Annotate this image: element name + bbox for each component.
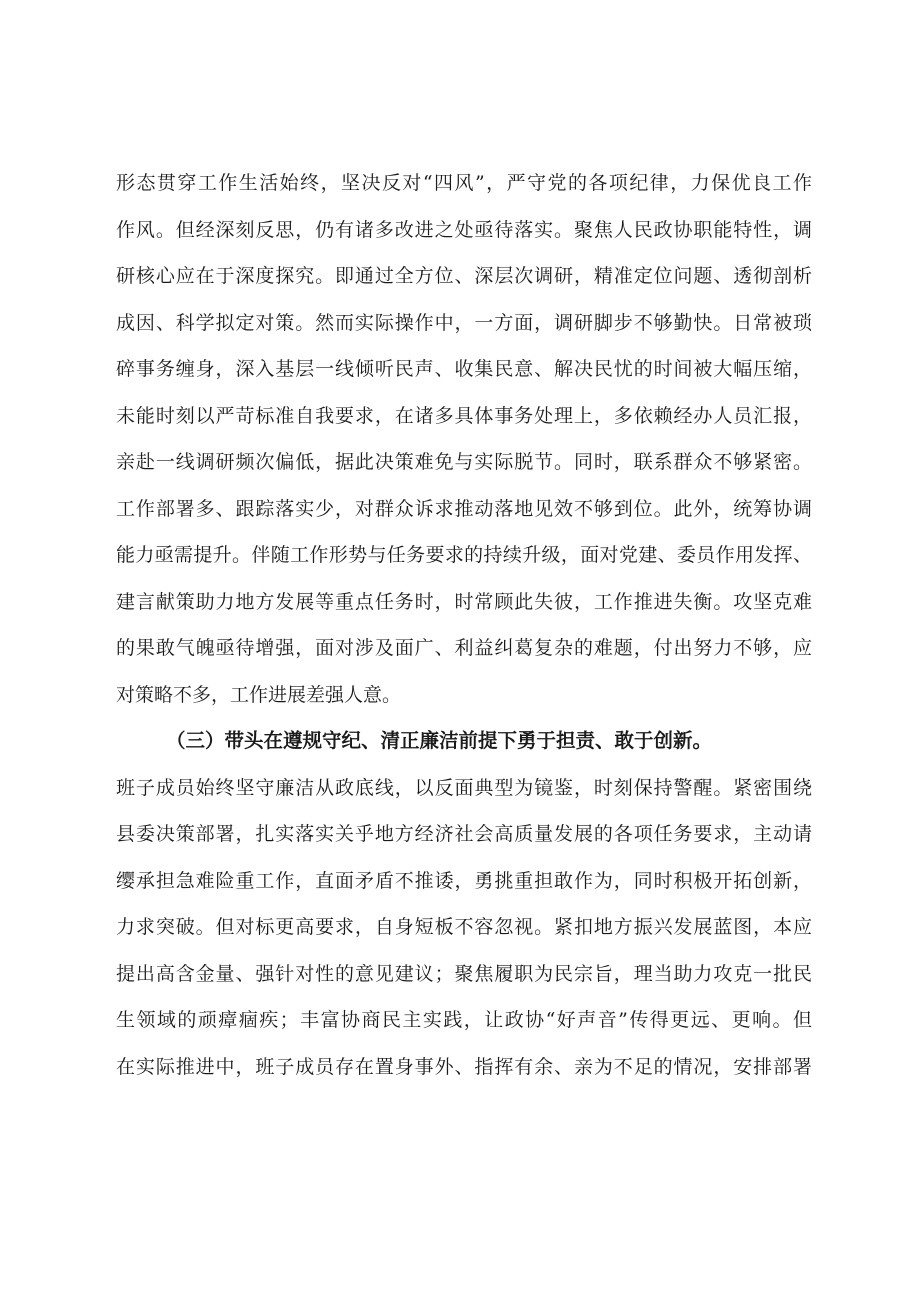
text-line: 工作部署多、跟踪落实少，对群众诉求推动落地见效不够到位。此外，统筹协调 (116, 497, 812, 520)
text-line: 碎事务缠身，深入基层一线倾听民声、收集民意、解决民忧的时间被大幅压缩， (116, 358, 812, 380)
text-line: 未能时刻以严苛标准自我要求，在诸多具体事务处理上，多依赖经办人员汇报， (116, 404, 812, 427)
text-line: 对策略不多，工作进展差强人意。 (116, 683, 402, 706)
text-line: 生领域的顽瘴痼疾；丰富协商民主实践，让政协“好声音”传得更远、更响。但 (116, 1009, 812, 1031)
text-line: 力求突破。但对标更高要求，自身短板不容忽视。紧扣地方振兴发展蓝图，本应 (116, 916, 812, 938)
text-line: 的果敢气魄亟待增强，面对涉及面广、利益纠葛复杂的难题，付出努力不够，应 (116, 637, 812, 659)
text-line: 成因、科学拟定对策。然而实际操作中，一方面，调研脚步不够勤快。日常被琐 (116, 311, 812, 334)
section-heading: （三）带头在遵规守纪、清正廉洁前提下勇于担责、敢于创新。 (166, 729, 713, 752)
body-text (116, 160, 812, 1090)
text-line: 提出高含金量、强针对性的意见建议；聚焦履职为民宗旨，理当助力攻克一批民 (116, 962, 812, 985)
text-line: 班子成员始终坚守廉洁从政底线，以反面典型为镜鉴，时刻保持警醒。紧密围绕 (116, 776, 812, 799)
text-line: 在实际推进中，班子成员存在置身事外、指挥有余、亲为不足的情况，安排部署 (116, 1055, 812, 1078)
text-line: 建言献策助力地方发展等重点任务时，时常顾此失彼，工作推进失衡。攻坚克难 (116, 590, 812, 613)
text-line: 作风。但经深刻反思，仍有诸多改进之处亟待落实。聚焦人民政协职能特性，调 (116, 218, 812, 241)
text-line: 形态贯穿工作生活始终，坚决反对“四风”，严守党的各项纪律，力保优良工作 (116, 172, 812, 194)
text-line: 亲赴一线调研频次偏低，据此决策难免与实际脱节。同时，联系群众不够紧密。 (116, 451, 812, 473)
text-line: 能力亟需提升。伴随工作形势与任务要求的持续升级，面对党建、委员作用发挥、 (116, 544, 812, 566)
text-line: 缨承担急难险重工作，直面矛盾不推诿，勇挑重担敢作为，同时积极开拓创新， (116, 869, 812, 892)
text-line: 县委决策部署，扎实落实关乎地方经济社会高质量发展的各项任务要求，主动请 (116, 823, 812, 845)
text-line: 研核心应在于深度探究。即通过全方位、深层次调研，精准定位问题、透彻剖析 (116, 265, 812, 287)
